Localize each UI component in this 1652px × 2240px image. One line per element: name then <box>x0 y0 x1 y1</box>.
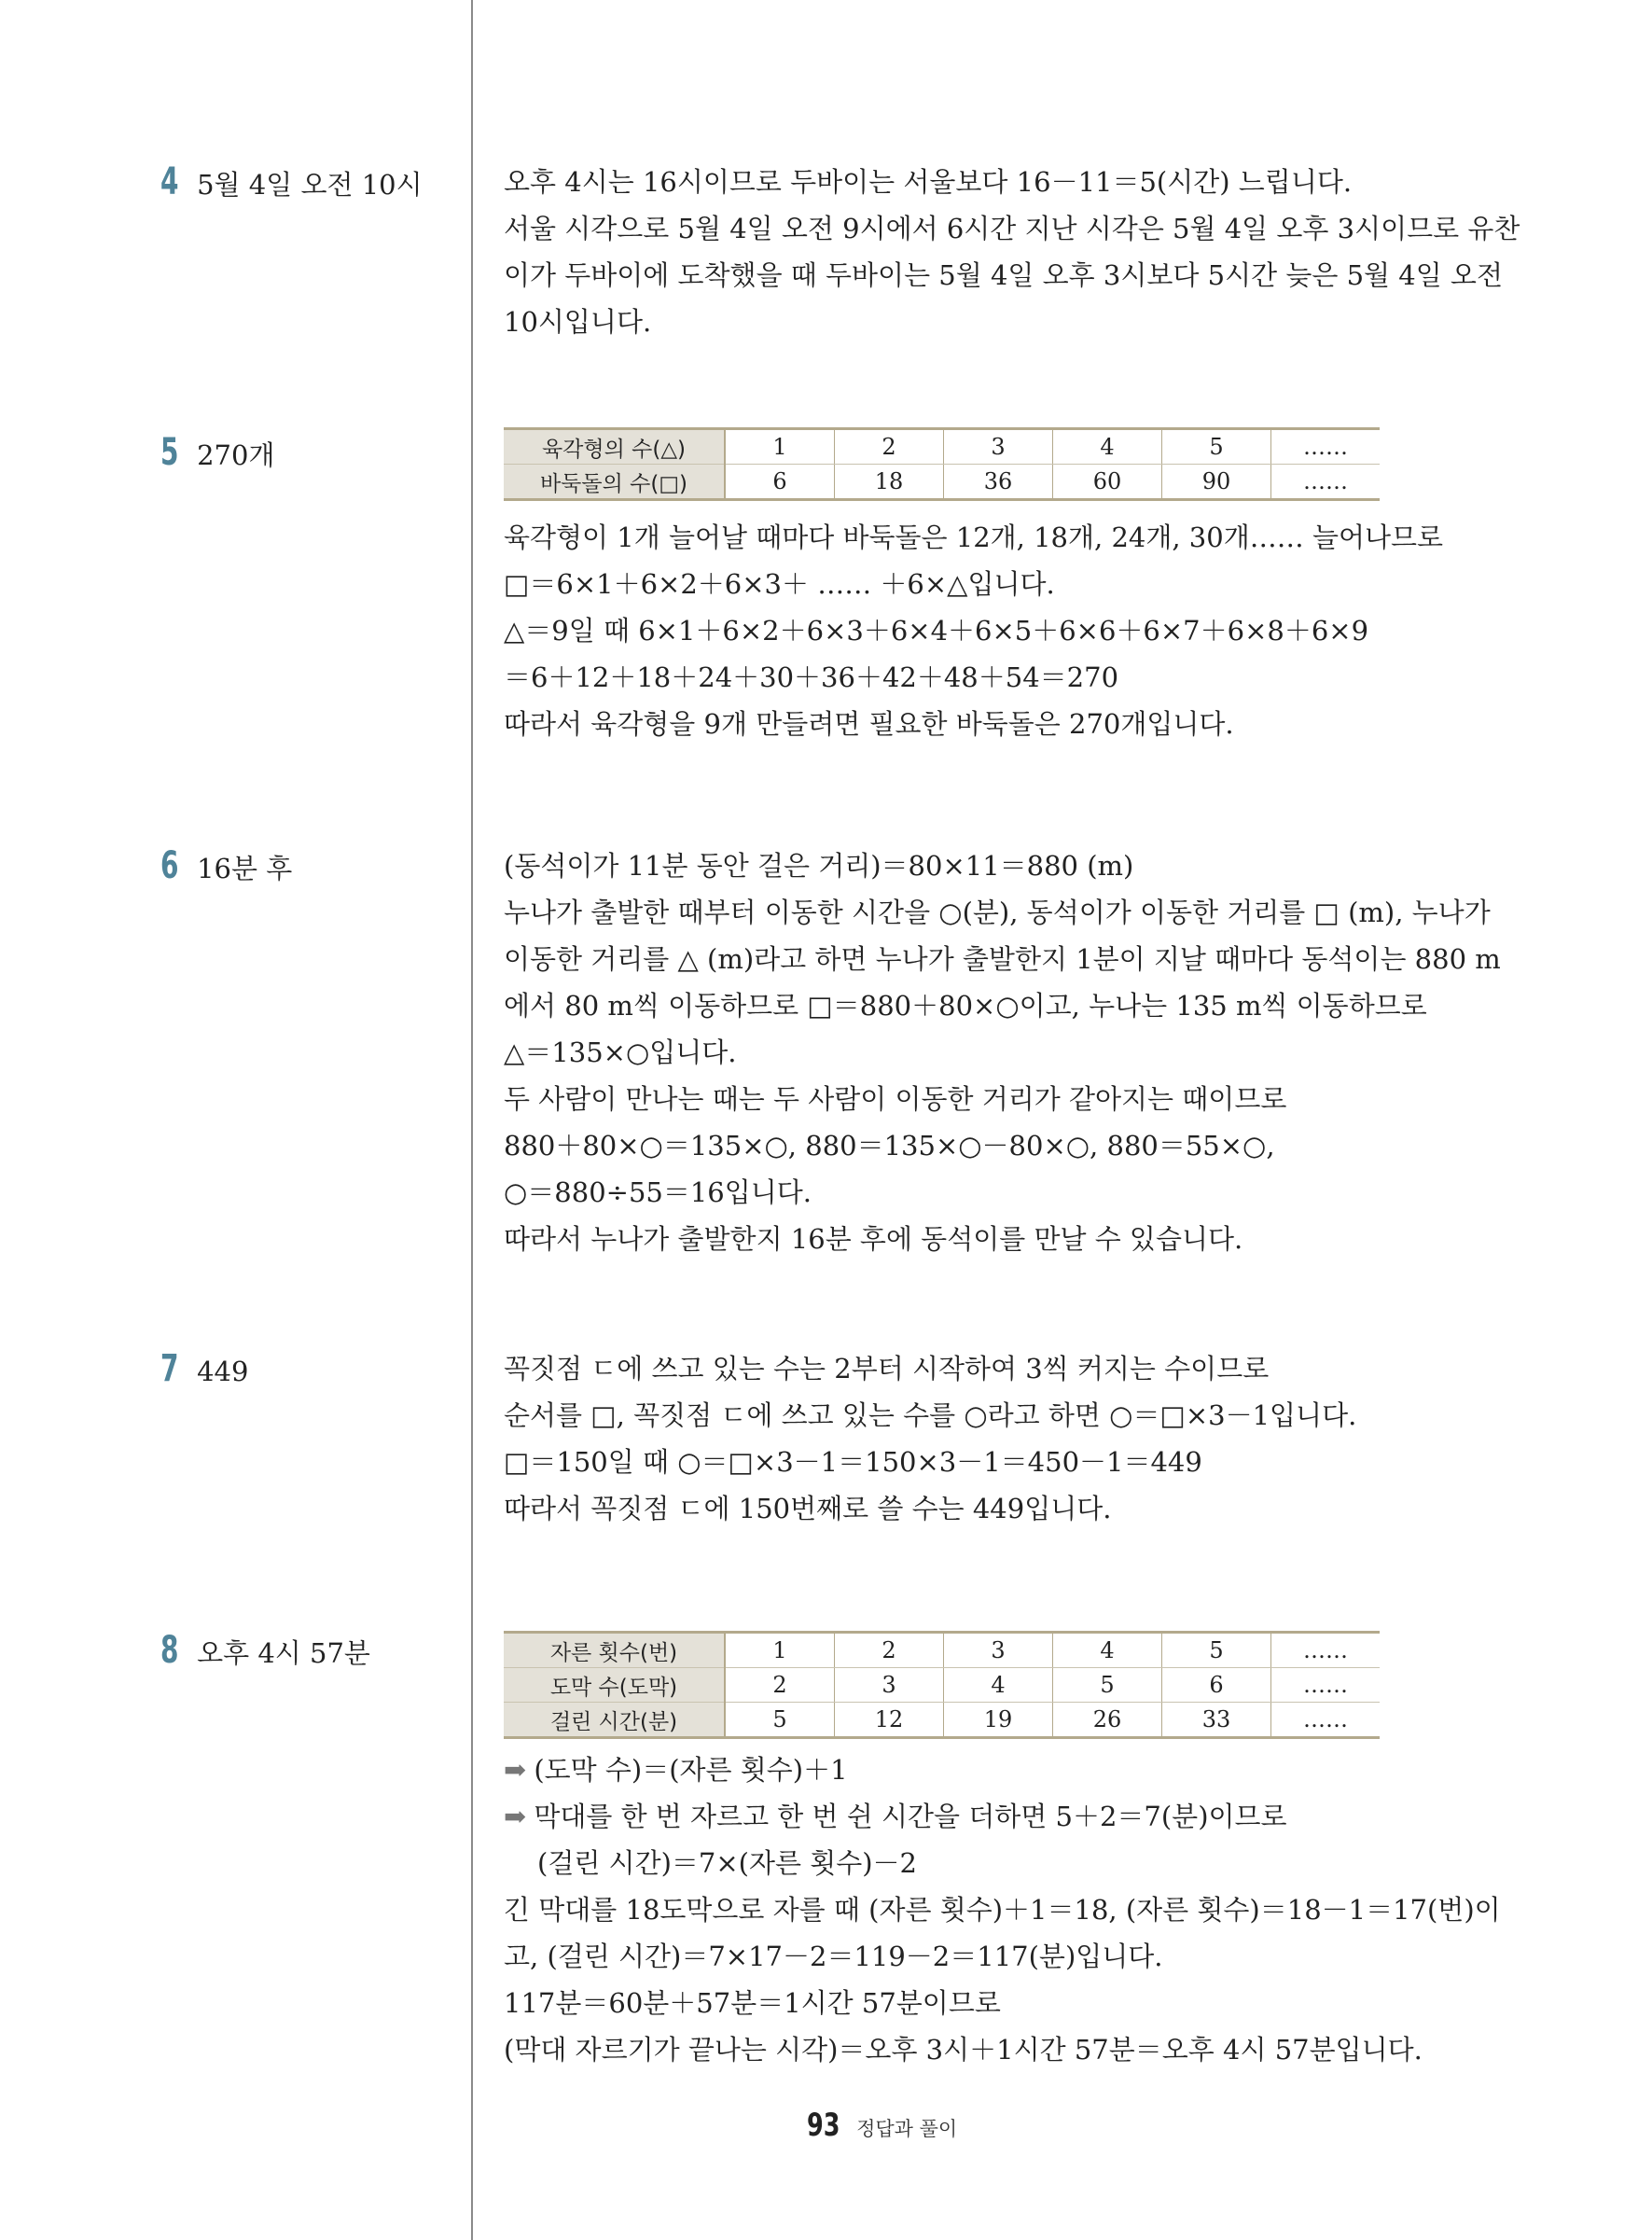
answer-text: 16분 후 <box>197 853 293 884</box>
answer-block <box>160 160 423 203</box>
table-row <box>504 1633 1380 1668</box>
solution-line: 고, (걸린 시간)＝7×17－2＝119－2＝117(분)입니다. <box>504 1941 1163 1972</box>
page-label: 정답과 풀이 <box>856 2118 958 2140</box>
solution <box>504 1631 1511 2073</box>
answer-block <box>160 1629 370 1672</box>
solution <box>504 159 1520 345</box>
right-arrow-icon: ➡ <box>504 1801 527 1832</box>
solution-line: 따라서 꼭짓점 ㄷ에 150번째로 쓸 수는 449입니다. <box>504 1493 1112 1524</box>
table-cell: …… <box>1271 465 1381 500</box>
solution-line: 117분＝60분＋57분＝1시간 57분이므로 <box>504 1987 1001 2019</box>
solution-line: ＝6＋12＋18＋24＋30＋36＋42＋48＋54＝270 <box>504 661 1119 693</box>
row-header: 도막 수(도막) <box>504 1668 725 1703</box>
right-arrow-icon: ➡ <box>504 1754 527 1786</box>
table-cell: 3 <box>835 1668 944 1703</box>
table-cell: 3 <box>944 429 1053 465</box>
answer-text: 449 <box>197 1356 249 1387</box>
table-row <box>504 1668 1380 1703</box>
solution-line: 순서를 □, 꼭짓점 ㄷ에 쓰고 있는 수를 ○라고 하면 ○＝□×3－1입니다. <box>504 1399 1357 1431</box>
table-row <box>504 465 1380 500</box>
table-cell: …… <box>1271 1668 1381 1703</box>
solution-line: 육각형이 1개 늘어날 때마다 바둑돌은 12개, 18개, 24개, 30개…… 늘어나므로 <box>504 522 1444 553</box>
row-header: 바둑돌의 수(□) <box>504 465 725 500</box>
table-cell: …… <box>1271 1703 1381 1738</box>
table-cell: 12 <box>835 1703 944 1738</box>
solution-line: 꼭짓점 ㄷ에 쓰고 있는 수는 2부터 시작하여 3씩 커지는 수이므로 <box>504 1353 1270 1384</box>
solution-line: □＝150일 때 ○＝□×3－1＝150×3－1＝450－1＝449 <box>504 1446 1202 1478</box>
solution-line: (걸린 시간)＝7×(자른 횟수)－2 <box>537 1847 918 1879</box>
arrow-line <box>504 1793 1511 1840</box>
answer-text: 오후 4시 57분 <box>197 1637 370 1669</box>
table-cell: 1 <box>725 1633 835 1668</box>
arrow-line <box>504 1746 1511 1793</box>
table-cell: 2 <box>835 1633 944 1668</box>
solution-line: 두 사람이 만나는 때는 두 사람이 이동한 거리가 같아지는 때이므로 <box>504 1083 1287 1115</box>
answer-block <box>160 844 292 887</box>
page-number: 93 <box>807 2107 840 2144</box>
solution-line: ○＝880÷55＝16입니다. <box>504 1176 812 1208</box>
table-cell: 90 <box>1162 465 1271 500</box>
table-cell: 2 <box>835 429 944 465</box>
solution-line: △＝9일 때 6×1＋6×2＋6×3＋6×4＋6×5＋6×6＋6×7＋6×8＋6×9 <box>504 615 1369 647</box>
solution-line: 오후 4시는 16시이므로 두바이는 서울보다 16－11＝5(시간) 느립니다. <box>504 166 1353 198</box>
data-table <box>504 427 1380 501</box>
answer-text: 270개 <box>197 439 275 471</box>
solution-line: 에서 80 m씩 이동하므로 □＝880＋80×○이고, 누나는 135 m씩 이동하므로 <box>504 990 1427 1022</box>
table-cell: 4 <box>1053 429 1162 465</box>
table-cell: 36 <box>944 465 1053 500</box>
table-cell: 60 <box>1053 465 1162 500</box>
table-cell: 26 <box>1053 1703 1162 1738</box>
table-cell: 19 <box>944 1703 1053 1738</box>
table-cell: 5 <box>725 1703 835 1738</box>
row-header: 육각형의 수(△) <box>504 429 725 465</box>
row-header: 걸린 시간(분) <box>504 1703 725 1738</box>
solution-line: 이가 두바이에 도착했을 때 두바이는 5월 4일 오후 3시보다 5시간 늦은 5월 4일 오전 <box>504 259 1503 291</box>
table-cell: 3 <box>944 1633 1053 1668</box>
solution <box>504 427 1511 747</box>
solution-line: 880＋80×○＝135×○, 880＝135×○－80×○, 880＝55×○, <box>504 1130 1275 1162</box>
solution-line: (막대 자르기가 끝나는 시각)＝오후 3시＋1시간 57분＝오후 4시 57분입니다. <box>504 2034 1423 2066</box>
arrow-line-text: 막대를 한 번 자르고 한 번 쉰 시간을 더하면 5＋2＝7(분)이므로 <box>534 1801 1287 1832</box>
table-cell: 4 <box>1053 1633 1162 1668</box>
table-cell: 4 <box>944 1668 1053 1703</box>
table-cell: …… <box>1271 1633 1381 1668</box>
table-cell: 1 <box>725 429 835 465</box>
problem-number: 8 <box>160 1629 179 1672</box>
table-cell: 2 <box>725 1668 835 1703</box>
solution-line: 따라서 육각형을 9개 만들려면 필요한 바둑돌은 270개입니다. <box>504 708 1234 740</box>
solution-line: □＝6×1＋6×2＋6×3＋ …… ＋6×△입니다. <box>504 568 1055 600</box>
table-cell: 5 <box>1053 1668 1162 1703</box>
row-header: 자른 횟수(번) <box>504 1633 725 1668</box>
answer-text: 5월 4일 오전 10시 <box>197 169 423 201</box>
solution-line: (동석이가 11분 동안 걸은 거리)＝80×11＝880 (m) <box>504 850 1134 882</box>
table-cell: 5 <box>1162 429 1271 465</box>
solution-line: 이동한 거리를 △ (m)라고 하면 누나가 출발한지 1분이 지날 때마다 동석이는 880 m <box>504 943 1501 975</box>
table-row <box>504 1703 1380 1738</box>
problem-number: 7 <box>160 1347 179 1390</box>
solution-line: 서울 시각으로 5월 4일 오전 9시에서 6시간 지난 시각은 5월 4일 오후 3시이므로 유찬 <box>504 213 1520 244</box>
problem-number: 5 <box>160 431 179 474</box>
solution-line: 10시입니다. <box>504 306 652 338</box>
problem-number: 4 <box>160 160 179 203</box>
table-row <box>504 429 1380 465</box>
answer-block <box>160 431 274 474</box>
solution-line: 누나가 출발한 때부터 이동한 시간을 ○(분), 동석이가 이동한 거리를 □ (m), 누나가 <box>504 897 1491 928</box>
solution <box>504 1345 1511 1532</box>
table-cell: …… <box>1271 429 1381 465</box>
table-cell: 33 <box>1162 1703 1271 1738</box>
solution-line: 긴 막대를 18도막으로 자를 때 (자른 횟수)＋1＝18, (자른 횟수)＝18－1＝17(번)이 <box>504 1894 1501 1926</box>
table-cell: 18 <box>835 465 944 500</box>
solution <box>504 842 1511 1262</box>
page-footer <box>807 2107 957 2144</box>
table-cell: 6 <box>1162 1668 1271 1703</box>
column-divider <box>471 0 473 2240</box>
solution-line: 따라서 누나가 출발한지 16분 후에 동석이를 만날 수 있습니다. <box>504 1223 1243 1255</box>
table-cell: 6 <box>725 465 835 500</box>
table-cell: 5 <box>1162 1633 1271 1668</box>
data-table <box>504 1631 1380 1739</box>
answer-block <box>160 1347 248 1390</box>
problem-number: 6 <box>160 844 179 887</box>
solution-line: △＝135×○입니다. <box>504 1037 737 1068</box>
arrow-line-text: (도막 수)＝(자른 횟수)＋1 <box>534 1754 848 1786</box>
